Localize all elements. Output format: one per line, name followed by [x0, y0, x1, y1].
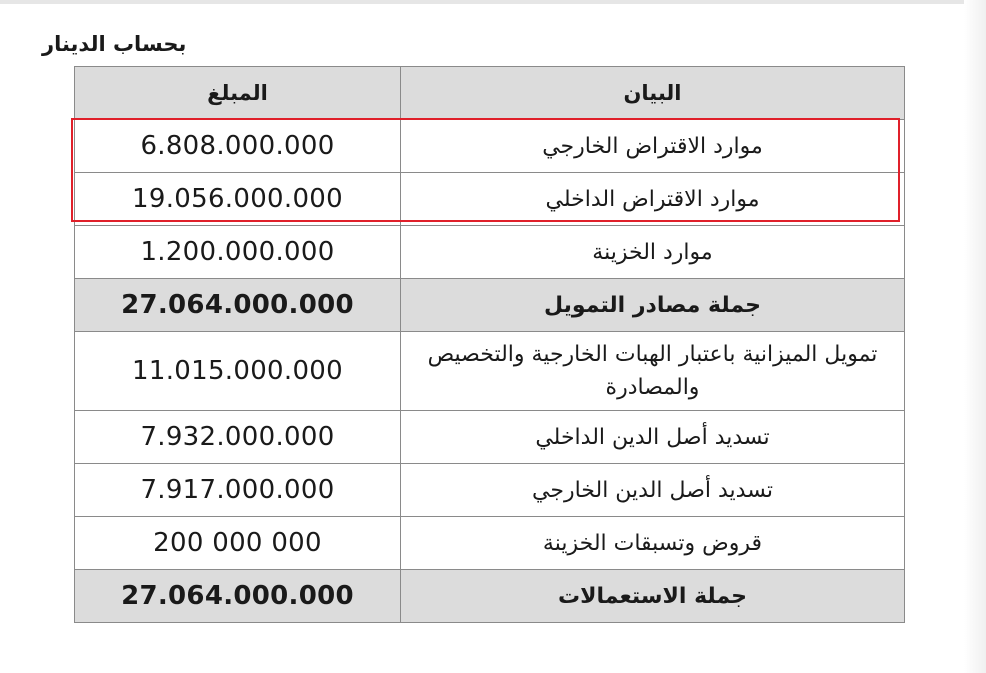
row-amount: 27.064.000.000 [75, 570, 401, 623]
table-row [75, 517, 905, 570]
table-row-total-uses [75, 570, 905, 623]
row-amount: 7.917.000.000 [75, 464, 401, 517]
table-row [75, 120, 905, 173]
row-amount: 7.932.000.000 [75, 411, 401, 464]
header-description: البيان [401, 67, 905, 120]
row-amount: 27.064.000.000 [75, 279, 401, 332]
table-row [75, 226, 905, 279]
row-description: موارد الخزينة [401, 226, 905, 279]
row-amount: 1.200.000.000 [75, 226, 401, 279]
header-amount: المبلغ [75, 67, 401, 120]
row-description: موارد الاقتراض الخارجي [401, 120, 905, 173]
row-description: تسديد أصل الدين الخارجي [401, 464, 905, 517]
scan-right-shade [964, 0, 986, 673]
table-header-row [75, 67, 905, 120]
row-description: موارد الاقتراض الداخلي [401, 173, 905, 226]
table-row [75, 332, 905, 411]
budget-table [74, 66, 905, 623]
row-amount: 200 000 000 [75, 517, 401, 570]
row-amount: 6.808.000.000 [75, 120, 401, 173]
currency-note: بحساب الدينار [42, 32, 187, 56]
row-description: قروض وتسبقات الخزينة [401, 517, 905, 570]
table-row [75, 464, 905, 517]
row-description: جملة الاستعمالات [401, 570, 905, 623]
row-amount: 19.056.000.000 [75, 173, 401, 226]
table-row [75, 411, 905, 464]
row-amount: 11.015.000.000 [75, 332, 401, 411]
table-row-total-sources [75, 279, 905, 332]
scan-top-edge [0, 0, 986, 4]
row-description: جملة مصادر التمويل [401, 279, 905, 332]
row-description: تمويل الميزانية باعتبار الهبات الخارجية والتخصيص والمصادرة [401, 332, 905, 411]
table-row [75, 173, 905, 226]
row-description: تسديد أصل الدين الداخلي [401, 411, 905, 464]
